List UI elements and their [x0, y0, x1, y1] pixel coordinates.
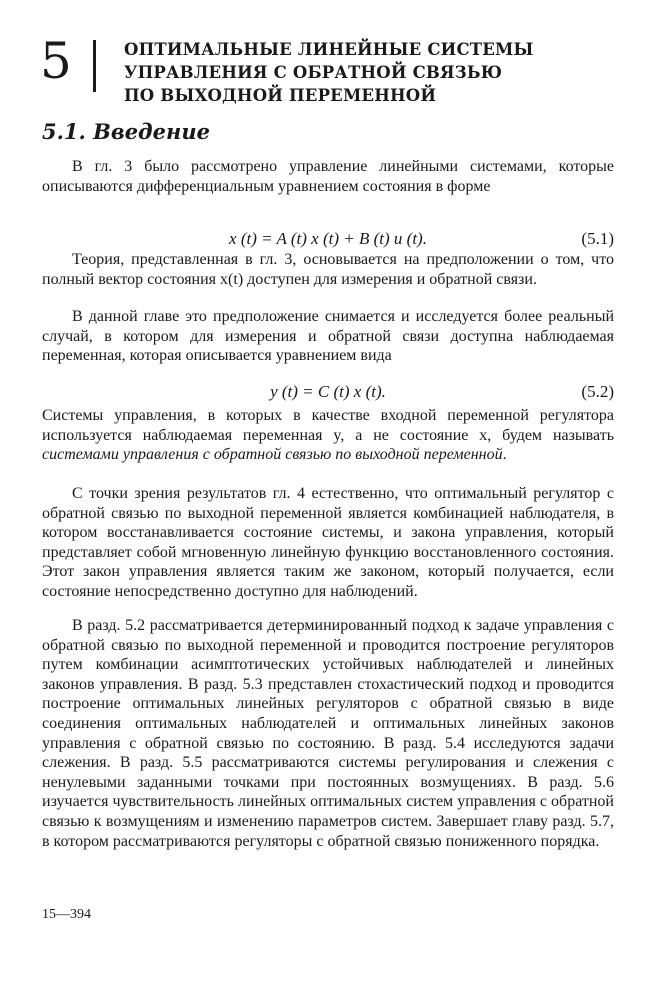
chapter-title-line: ПО ВЫХОДНОЙ ПЕРЕМЕННОЙ [124, 86, 437, 105]
equation-number: (5.2) [581, 382, 614, 401]
paragraph-text [42, 406, 614, 465]
chapter-title-line: ОПТИМАЛЬНЫЕ ЛИНЕЙНЫЕ СИСТЕМЫ [124, 40, 534, 59]
chapter-title-line: УПРАВЛЕНИЯ С ОБРАТНОЙ СВЯЗЬЮ [124, 63, 503, 82]
paragraph-text: В разд. 5.2 рассматривается детерминированный подход к задаче управления с обратной связью по выходной переменной и проводится построение регуляторов путем комбинации асимптотических устойчивых наблюдателей и линейных законов управления. В разд. 5.3 представлен стохастический подход и проводится построение оптимальных линейных регуляторов с обратной связью в виде соединения оптимальных наблюдателей и оптимальных линейных законов управления с обратной связью по состоянию. В разд. 5.4 исследуются задачи слежения. В разд. 5.5 рассматриваются системы регулирования и слежения с ненулевыми заданными точками при постоянных возмущениях. В разд. 5.6 изучается чувствительность линейных оптимальных систем управления с обратной связью к возмущениям и изменению параметров систем. Завершает главу разд. 5.7, в котором рассматриваются регуляторы с обратной связью пониженного порядка. [42, 617, 614, 850]
paragraph-definition [42, 406, 614, 465]
paragraph-results [42, 484, 614, 602]
equation-5-1 [42, 228, 614, 250]
paragraph-text: В гл. 3 было рассмотрено управление линейными системами, которые описываются дифференциальным уравнением состояния в форме [42, 158, 614, 195]
chapter-divider [93, 40, 96, 92]
printer-signature: 15—394 [42, 907, 91, 922]
paragraph-intro [42, 157, 614, 196]
section-title: 5.1. Введение [42, 119, 210, 144]
chapter-number: 5 [40, 32, 72, 90]
text-run: . [502, 446, 507, 464]
equation-expression: x (t) = A (t) x (t) + B (t) u (t). [229, 229, 427, 248]
paragraph-outline [42, 616, 614, 851]
defined-term: системами управления с обратной связью по выходной переменной [42, 446, 503, 464]
paragraph-text: Теория, представленная в гл. 3, основывается на предположении о том, что полный вектор состояния x(t) доступен для измерения и обратной связи. [42, 251, 614, 288]
equation-number: (5.1) [581, 229, 614, 248]
equation-5-2 [42, 381, 614, 403]
text-run: Системы управления, в которых в качестве входной переменной регулятора используется наблюдаемая переменная y, а не состояние x, будем называть [42, 407, 614, 444]
paragraph-text: С точки зрения результатов гл. 4 естественно, что оптимальный регулятор с обратной связью по выходной переменной является комбинацией наблюдателя, в котором восстанавливается состояние системы, и закона управления, который представляет собой мгновенную линейную функцию восстановленного состояния. Этот закон управления является таким же законом, который получается, если состояние непосредственно доступно для наблюдений. [42, 485, 614, 600]
chapter-title [124, 38, 624, 107]
paragraph-assumption [42, 307, 614, 366]
paragraph-theory [42, 250, 614, 289]
equation-expression: y (t) = C (t) x (t). [270, 382, 386, 401]
paragraph-text: В данной главе это предположение снимается и исследуется более реальный случай, в котором для измерения и обратной связи доступна наблюдаемая переменная, которая описывается уравнением вида [42, 308, 614, 365]
